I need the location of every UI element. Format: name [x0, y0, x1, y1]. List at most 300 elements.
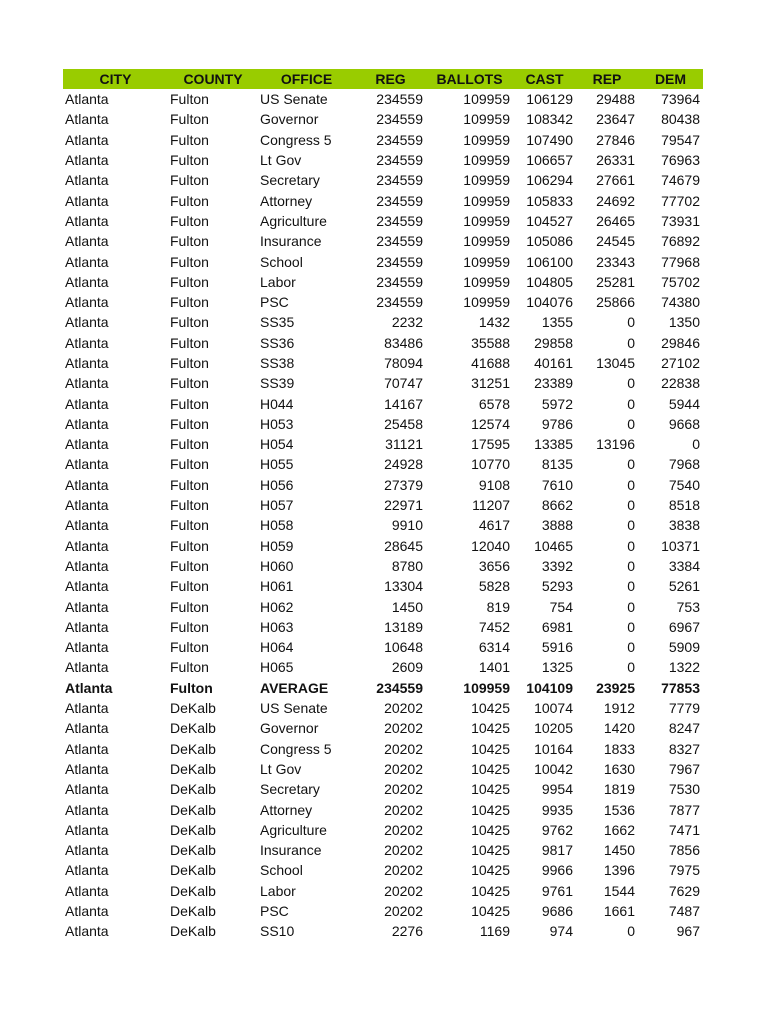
city-cell: Atlanta: [65, 578, 109, 595]
reg-cell: 13189: [384, 618, 423, 635]
dem-cell: 77968: [661, 253, 700, 270]
rep-cell: 0: [627, 618, 635, 635]
dem-cell: 80438: [661, 111, 700, 128]
table-row: [63, 901, 703, 921]
office-cell: Agriculture: [260, 821, 327, 838]
ballots-cell: 109959: [463, 131, 510, 148]
dem-cell: 5944: [668, 395, 700, 412]
office-cell: Congress 5: [260, 740, 332, 757]
city-cell: Atlanta: [65, 862, 109, 879]
table-row: [63, 881, 703, 901]
reg-cell: 25458: [384, 415, 423, 432]
city-cell: Atlanta: [65, 639, 109, 656]
reg-cell: 2609: [391, 659, 423, 676]
cast-cell: 7610: [541, 476, 573, 493]
table-row: [63, 596, 703, 616]
dem-cell: 8518: [668, 497, 700, 514]
header-city: CITY: [99, 71, 132, 87]
header-dem: DEM: [654, 71, 687, 87]
cast-cell: 40161: [534, 355, 573, 371]
county-cell: Fulton: [170, 517, 209, 534]
reg-cell: 78094: [384, 355, 423, 371]
table-row: [63, 759, 703, 779]
ballots-cell: 109959: [463, 273, 510, 290]
ballots-cell: 1401: [478, 659, 510, 676]
city-cell: Atlanta: [65, 801, 109, 818]
county-cell: DeKalb: [170, 821, 216, 838]
reg-cell: 20202: [384, 760, 423, 777]
office-cell: H061: [260, 578, 294, 595]
city-cell: Atlanta: [65, 700, 109, 717]
county-cell: DeKalb: [170, 700, 216, 717]
dem-cell: 1322: [668, 659, 700, 676]
reg-cell: 20202: [384, 740, 423, 757]
dem-cell: 77853: [661, 679, 700, 696]
office-cell: H063: [260, 618, 294, 635]
office-cell: H058: [260, 517, 294, 534]
cast-cell: 754: [549, 598, 573, 615]
table-row: [63, 130, 703, 150]
rep-cell: 0: [627, 375, 635, 392]
reg-cell: 24928: [384, 456, 423, 473]
county-cell: Fulton: [170, 172, 209, 189]
ballots-cell: 7452: [478, 618, 510, 635]
ballots-cell: 10425: [471, 700, 510, 717]
cast-cell: 107490: [526, 131, 573, 148]
table-row: [63, 251, 703, 271]
ballots-cell: 10425: [471, 781, 510, 798]
reg-cell: 20202: [384, 700, 423, 717]
city-cell: Atlanta: [65, 760, 109, 777]
office-cell: Secretary: [260, 172, 320, 189]
cast-cell: 9954: [541, 781, 573, 798]
dem-cell: 0: [692, 436, 700, 453]
table-row: [63, 89, 703, 109]
rep-cell: 0: [627, 456, 635, 473]
office-cell: Lt Gov: [260, 152, 302, 169]
county-cell: Fulton: [170, 436, 209, 453]
rep-cell: 26465: [596, 212, 635, 229]
ballots-cell: 10425: [471, 862, 510, 879]
table-row: [63, 860, 703, 880]
reg-cell: 234559: [376, 679, 423, 696]
table-row: [63, 921, 703, 941]
dem-cell: 29846: [661, 334, 700, 351]
ballots-cell: 10425: [471, 882, 510, 899]
dem-cell: 7975: [668, 862, 700, 879]
table-row: [63, 840, 703, 860]
dem-cell: 1350: [668, 314, 700, 331]
ballots-cell: 10425: [471, 801, 510, 818]
rep-cell: 24545: [596, 233, 635, 250]
county-cell: DeKalb: [170, 862, 216, 879]
cast-cell: 9966: [541, 862, 573, 879]
table-row: [63, 718, 703, 738]
office-cell: AVERAGE: [260, 679, 329, 696]
cast-cell: 106294: [526, 172, 573, 189]
reg-cell: 1450: [391, 598, 423, 615]
ballots-cell: 1169: [479, 923, 510, 940]
cast-cell: 104109: [526, 679, 573, 696]
table-row: [63, 678, 703, 698]
ballots-cell: 5828: [478, 578, 510, 595]
dem-cell: 73964: [661, 91, 700, 108]
cast-cell: 106657: [526, 152, 573, 169]
cast-cell: 9761: [541, 882, 573, 899]
dem-cell: 3838: [668, 517, 700, 534]
city-cell: Atlanta: [65, 923, 109, 940]
table-row: [63, 556, 703, 576]
city-cell: Atlanta: [65, 598, 109, 615]
office-cell: H064: [260, 639, 294, 656]
ballots-cell: 10425: [471, 720, 510, 737]
cast-cell: 29858: [534, 334, 573, 351]
office-cell: US Senate: [260, 91, 328, 108]
dem-cell: 27102: [661, 355, 700, 371]
city-cell: Atlanta: [65, 679, 113, 696]
dem-cell: 5261: [668, 578, 700, 595]
office-cell: School: [260, 253, 303, 270]
city-cell: Atlanta: [65, 436, 109, 453]
dem-cell: 967: [676, 923, 700, 940]
office-cell: Insurance: [260, 233, 322, 250]
cast-cell: 974: [549, 923, 573, 940]
reg-cell: 83486: [384, 334, 423, 351]
ballots-cell: 109959: [463, 192, 510, 209]
office-cell: Governor: [260, 111, 319, 128]
rep-cell: 1630: [603, 760, 635, 777]
table-row: [63, 333, 703, 353]
dem-cell: 76963: [661, 152, 700, 169]
county-cell: Fulton: [170, 456, 209, 473]
city-cell: Atlanta: [65, 821, 109, 838]
cast-cell: 105833: [526, 192, 573, 209]
county-cell: Fulton: [170, 152, 209, 169]
dem-cell: 7471: [668, 821, 700, 838]
city-cell: Atlanta: [65, 456, 109, 473]
dem-cell: 9668: [668, 415, 700, 432]
ballots-cell: 10770: [471, 456, 510, 473]
cast-cell: 9762: [541, 821, 573, 838]
reg-cell: 13304: [384, 578, 423, 595]
ballots-cell: 109959: [463, 212, 510, 229]
ballots-cell: 819: [486, 598, 510, 615]
county-cell: DeKalb: [170, 740, 216, 757]
city-cell: Atlanta: [65, 355, 109, 371]
table-row: [63, 150, 703, 170]
county-cell: Fulton: [170, 375, 209, 392]
dem-cell: 7856: [668, 842, 700, 859]
table-row: [63, 739, 703, 759]
dem-cell: 7967: [668, 760, 700, 777]
county-cell: Fulton: [170, 253, 209, 270]
reg-cell: 20202: [384, 903, 423, 920]
ballots-cell: 10425: [471, 740, 510, 757]
rep-cell: 1661: [603, 903, 635, 920]
cast-cell: 23389: [534, 375, 573, 392]
rep-cell: 1396: [603, 862, 635, 879]
reg-cell: 2232: [391, 314, 423, 331]
header-ballots: BALLOTS: [436, 71, 503, 87]
cast-cell: 108342: [526, 111, 573, 128]
city-cell: Atlanta: [65, 111, 109, 128]
cast-cell: 9686: [541, 903, 573, 920]
reg-cell: 20202: [384, 862, 423, 879]
rep-cell: 1662: [603, 821, 635, 838]
dem-cell: 5909: [668, 639, 700, 656]
city-cell: Atlanta: [65, 659, 109, 676]
county-cell: Fulton: [170, 639, 209, 656]
city-cell: Atlanta: [65, 314, 109, 331]
rep-cell: 0: [627, 659, 635, 676]
city-cell: Atlanta: [65, 415, 109, 432]
rep-cell: 0: [627, 639, 635, 656]
city-cell: Atlanta: [65, 497, 109, 514]
rep-cell: 1833: [603, 740, 635, 757]
table-row: [63, 393, 703, 413]
rep-cell: 23647: [596, 111, 635, 128]
rep-cell: 13045: [596, 355, 635, 371]
election-results-table: [63, 69, 703, 941]
table-row: [63, 799, 703, 819]
table-row: [63, 211, 703, 231]
cast-cell: 10164: [534, 740, 573, 757]
rep-cell: 1420: [603, 720, 635, 737]
ballots-cell: 6578: [478, 395, 510, 412]
cast-cell: 5916: [541, 639, 573, 656]
rep-cell: 0: [627, 598, 635, 615]
ballots-cell: 11207: [472, 497, 510, 514]
county-cell: DeKalb: [170, 781, 216, 798]
county-cell: Fulton: [170, 192, 209, 209]
county-cell: DeKalb: [170, 842, 216, 859]
rep-cell: 0: [627, 497, 635, 514]
cast-cell: 8662: [541, 497, 573, 514]
dem-cell: 7968: [668, 456, 700, 473]
ballots-cell: 109959: [463, 253, 510, 270]
rep-cell: 25866: [596, 294, 635, 311]
rep-cell: 0: [627, 578, 635, 595]
county-cell: Fulton: [170, 598, 209, 615]
cast-cell: 106129: [526, 91, 573, 108]
county-cell: Fulton: [170, 314, 209, 331]
table-row: [63, 657, 703, 677]
office-cell: Attorney: [260, 192, 313, 209]
city-cell: Atlanta: [65, 152, 109, 169]
cast-cell: 1355: [541, 314, 573, 331]
cast-cell: 1325: [541, 659, 573, 676]
ballots-cell: 10425: [471, 842, 510, 859]
cast-cell: 9935: [541, 801, 573, 818]
county-cell: DeKalb: [170, 903, 216, 920]
table-row: [63, 292, 703, 312]
office-cell: H059: [260, 537, 294, 554]
county-cell: Fulton: [170, 497, 209, 514]
city-cell: Atlanta: [65, 192, 109, 209]
dem-cell: 7779: [668, 700, 700, 717]
city-cell: Atlanta: [65, 537, 109, 554]
office-cell: Governor: [260, 720, 319, 737]
rep-cell: 0: [627, 537, 635, 554]
county-cell: Fulton: [170, 334, 209, 351]
reg-cell: 20202: [384, 882, 423, 899]
dem-cell: 8247: [668, 720, 700, 737]
county-cell: DeKalb: [170, 801, 216, 818]
table-row: [63, 190, 703, 210]
dem-cell: 753: [676, 598, 700, 615]
cast-cell: 3888: [541, 517, 573, 534]
cast-cell: 10074: [534, 700, 573, 717]
cast-cell: 6981: [541, 618, 573, 635]
reg-cell: 31121: [385, 436, 423, 453]
reg-cell: 22971: [384, 497, 423, 514]
reg-cell: 234559: [376, 233, 423, 250]
county-cell: Fulton: [170, 233, 209, 250]
rep-cell: 23343: [596, 253, 635, 270]
cast-cell: 9786: [541, 415, 573, 432]
header-rep: REP: [592, 71, 622, 87]
ballots-cell: 10425: [471, 903, 510, 920]
dem-cell: 77702: [661, 192, 700, 209]
ballots-cell: 4617: [478, 517, 510, 534]
reg-cell: 27379: [384, 476, 423, 493]
county-cell: Fulton: [170, 415, 209, 432]
city-cell: Atlanta: [65, 517, 109, 534]
office-cell: Labor: [260, 273, 296, 290]
city-cell: Atlanta: [65, 233, 109, 250]
cast-cell: 3392: [541, 557, 573, 574]
reg-cell: 20202: [384, 720, 423, 737]
rep-cell: 0: [627, 517, 635, 534]
county-cell: Fulton: [170, 578, 209, 595]
reg-cell: 70747: [384, 375, 423, 392]
office-cell: Labor: [260, 882, 296, 899]
office-cell: Congress 5: [260, 131, 332, 148]
rep-cell: 1536: [603, 801, 635, 818]
city-cell: Atlanta: [65, 882, 109, 899]
office-cell: H054: [260, 436, 294, 453]
cast-cell: 105086: [526, 233, 573, 250]
ballots-cell: 10425: [471, 821, 510, 838]
table-row: [63, 698, 703, 718]
dem-cell: 73931: [661, 212, 700, 229]
header-reg: REG: [375, 71, 406, 87]
cast-cell: 9817: [541, 842, 573, 859]
cast-cell: 10465: [534, 537, 573, 554]
office-cell: SS36: [260, 334, 295, 351]
reg-cell: 20202: [384, 801, 423, 818]
table-row: [63, 454, 703, 474]
cast-cell: 104076: [526, 294, 573, 311]
rep-cell: 0: [627, 395, 635, 412]
city-cell: Atlanta: [65, 334, 109, 351]
city-cell: Atlanta: [65, 212, 109, 229]
reg-cell: 20202: [384, 842, 423, 859]
dem-cell: 3384: [668, 557, 700, 574]
county-cell: DeKalb: [170, 882, 216, 899]
rep-cell: 25281: [596, 273, 635, 290]
cast-cell: 8135: [541, 456, 573, 473]
rep-cell: 26331: [596, 152, 635, 169]
cast-cell: 13385: [534, 436, 573, 453]
dem-cell: 10371: [661, 537, 700, 554]
table-row: [63, 109, 703, 129]
city-cell: Atlanta: [65, 476, 109, 493]
ballots-cell: 109959: [463, 172, 510, 189]
table-row: [63, 231, 703, 251]
county-cell: Fulton: [170, 679, 213, 696]
reg-cell: 234559: [376, 111, 423, 128]
office-cell: H053: [260, 415, 294, 432]
rep-cell: 0: [627, 923, 635, 940]
county-cell: Fulton: [170, 476, 209, 493]
office-cell: H065: [260, 659, 294, 676]
city-cell: Atlanta: [65, 781, 109, 798]
city-cell: Atlanta: [65, 720, 109, 737]
office-cell: H056: [260, 476, 294, 493]
county-cell: Fulton: [170, 111, 209, 128]
ballots-cell: 109959: [463, 679, 510, 696]
ballots-cell: 109959: [463, 233, 510, 250]
header-office: OFFICE: [280, 71, 333, 87]
office-cell: PSC: [260, 294, 289, 311]
rep-cell: 1819: [603, 781, 635, 798]
ballots-cell: 3656: [478, 557, 510, 574]
rep-cell: 1450: [603, 842, 635, 859]
office-cell: Insurance: [260, 842, 322, 859]
dem-cell: 7629: [668, 882, 700, 899]
county-cell: Fulton: [170, 212, 209, 229]
header-cast: CAST: [525, 71, 564, 87]
dem-cell: 79547: [661, 131, 700, 148]
office-cell: US Senate: [260, 700, 328, 717]
table-row: [63, 779, 703, 799]
county-cell: Fulton: [170, 273, 209, 290]
table-row: [63, 312, 703, 332]
cast-cell: 104805: [526, 273, 573, 290]
reg-cell: 234559: [376, 152, 423, 169]
dem-cell: 74380: [661, 294, 700, 311]
rep-cell: 0: [627, 476, 635, 493]
ballots-cell: 109959: [463, 294, 510, 311]
county-cell: DeKalb: [170, 720, 216, 737]
reg-cell: 20202: [384, 821, 423, 838]
office-cell: PSC: [260, 903, 289, 920]
rep-cell: 27846: [596, 131, 635, 148]
city-cell: Atlanta: [65, 842, 109, 859]
county-cell: Fulton: [170, 131, 209, 148]
table-row: [63, 637, 703, 657]
reg-cell: 14167: [384, 395, 423, 412]
rep-cell: 0: [627, 415, 635, 432]
reg-cell: 234559: [376, 273, 423, 290]
ballots-cell: 10425: [471, 760, 510, 777]
reg-cell: 234559: [376, 212, 423, 229]
rep-cell: 23925: [596, 679, 635, 696]
county-cell: Fulton: [170, 355, 209, 371]
dem-cell: 76892: [661, 233, 700, 250]
reg-cell: 234559: [376, 253, 423, 270]
office-cell: H055: [260, 456, 294, 473]
office-cell: H057: [260, 497, 294, 514]
dem-cell: 22838: [661, 375, 700, 392]
table-row: [63, 272, 703, 292]
dem-cell: 7530: [668, 781, 700, 798]
office-cell: SS10: [260, 923, 295, 940]
county-cell: DeKalb: [170, 923, 216, 940]
reg-cell: 8780: [391, 557, 423, 574]
city-cell: Atlanta: [65, 294, 109, 311]
